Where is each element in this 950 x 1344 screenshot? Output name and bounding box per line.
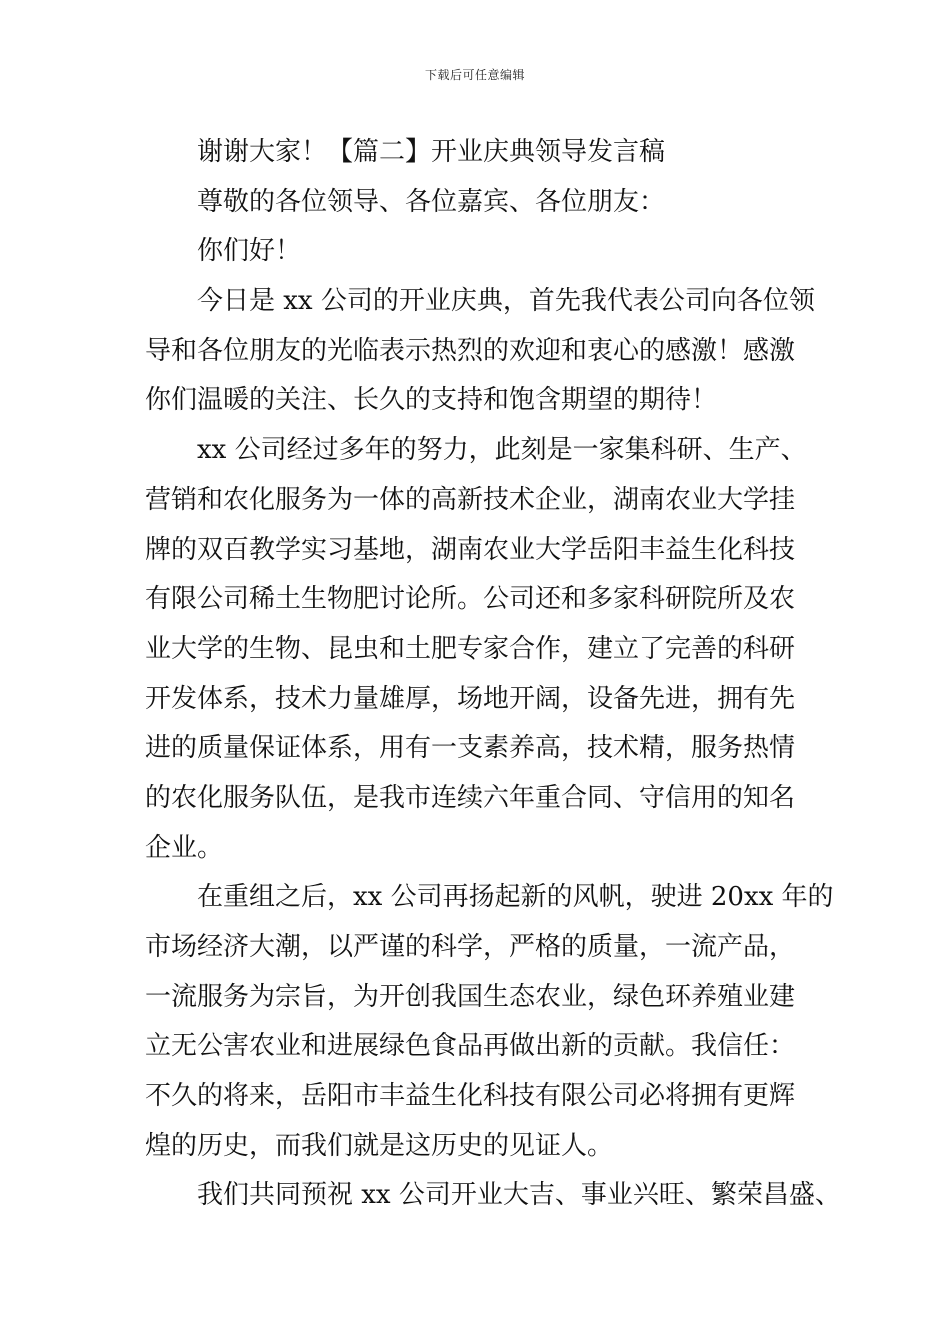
text-line: 在重组之后，xx 公司再扬起新的风帆，驶进 20xx 年的 [197,882,834,913]
text-line: 今日是 xx 公司的开业庆典，首先我代表公司向各位领 [197,286,815,317]
text-line: 企业。 [145,832,224,863]
text-line: 牌的双百教学实习基地，湖南农业大学岳阳丰益生化科技 [145,534,796,565]
text-line: 一流服务为宗旨，为开创我国生态农业，绿色环养殖业建 [145,981,796,1012]
text-line: 不久的将来，岳阳市丰益生化科技有限公司必将拥有更辉 [145,1081,796,1112]
text-line: 开发体系，技术力量雄厚，场地开阔，设备先进，拥有先 [145,683,796,714]
text-line: 你们好！ [197,236,302,267]
text-line: 我们共同预祝 xx 公司开业大吉、事业兴旺、繁荣昌盛、 [197,1180,841,1211]
text-line: 煌的历史，而我们就是这历史的见证人。 [145,1130,614,1161]
text-line: 你们温暖的关注、长久的支持和饱含期望的期待！ [145,385,718,416]
text-line: 导和各位朋友的光临表示热烈的欢迎和衷心的感激！感激 [145,335,796,366]
text-line: xx 公司经过多年的努力，此刻是一家集科研、生产、 [197,435,807,466]
text-line: 谢谢大家！【篇二】开业庆典领导发言稿 [197,137,666,167]
text-line: 尊敬的各位领导、各位嘉宾、各位朋友： [197,186,666,217]
text-line: 有限公司稀土生物肥讨论所。公司还和多家科研院所及农 [145,584,796,615]
text-line: 的农化服务队伍，是我市连续六年重合同、守信用的知名 [145,782,796,813]
document-body [145,128,841,1221]
header-note: 下载后可任意编辑 [424,68,525,82]
text-line: 营销和农化服务为一体的高新技术企业，湖南农业大学挂 [145,484,796,515]
text-line: 市场经济大潮，以严谨的科学，严格的质量，一流产品， [145,932,796,962]
text-line: 业大学的生物、昆虫和土肥专家合作，建立了完善的科研 [145,633,796,664]
text-line: 立无公害农业和进展绿色食品再做出新的贡献。我信任： [145,1031,796,1062]
text-line: 进的质量保证体系，用有一支素养高，技术精，服务热情 [145,733,796,764]
